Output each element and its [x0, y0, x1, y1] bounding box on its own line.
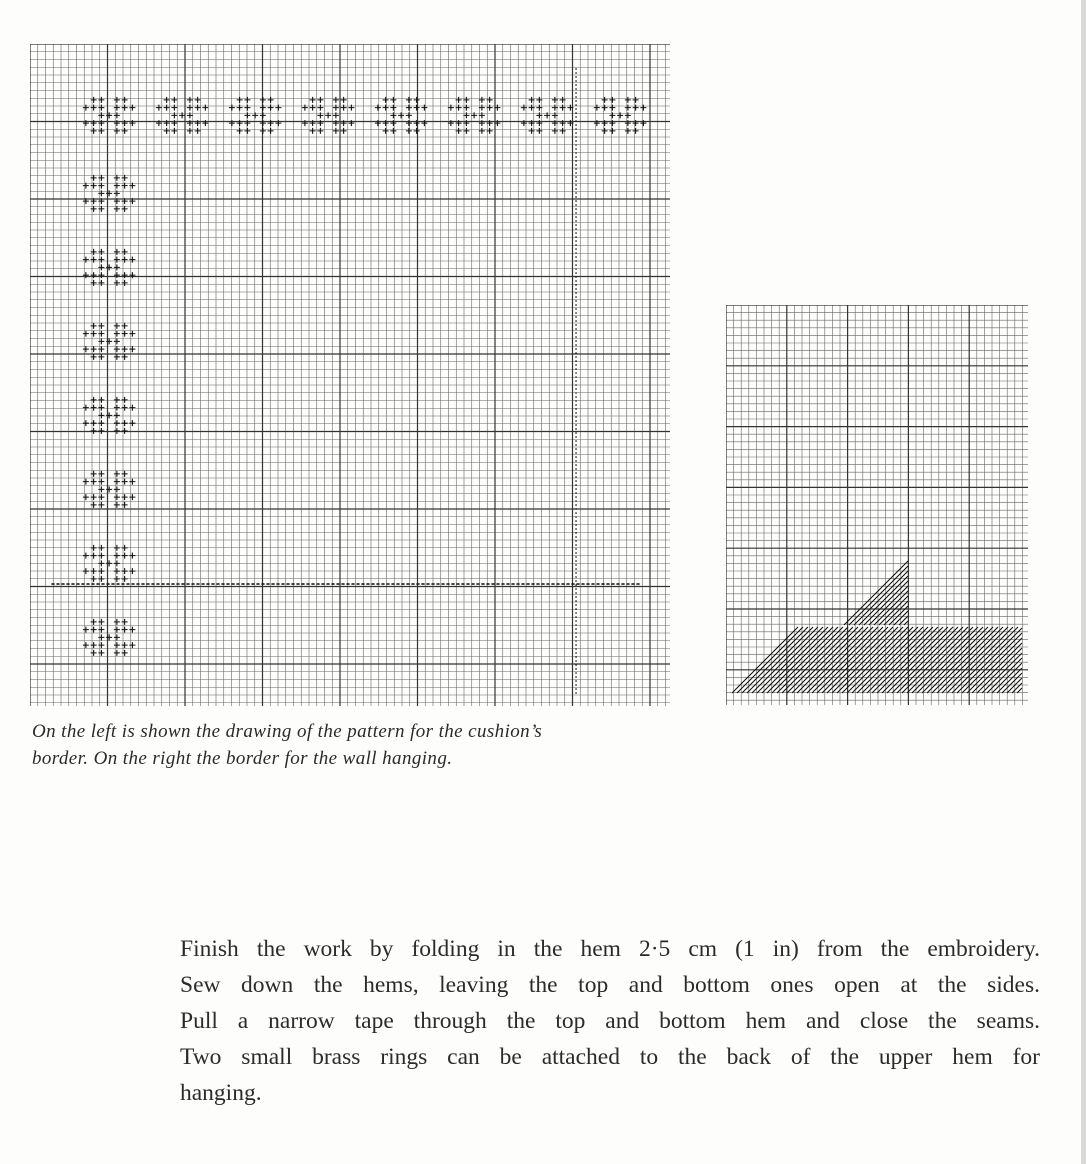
- guide-dotted-lines: [52, 69, 639, 693]
- instructions-line: Sew down the hems, leaving the top and bottom ones open at the sides.: [180, 972, 1040, 998]
- grid-minor-lines: [30, 44, 670, 706]
- figure-caption: [32, 718, 682, 772]
- grid-major-lines: [726, 305, 1028, 705]
- grid-major-lines: [30, 44, 670, 706]
- cushion-grid-svg: [30, 44, 670, 706]
- wall-hanging-border-pattern-chart: [726, 305, 1028, 705]
- cushion-border-pattern-chart: [30, 44, 670, 706]
- caption-line-2: border. On the right the border for the wall hanging.: [32, 748, 453, 769]
- instructions-line: Two small brass rings can be attached to the back of the upper hem for: [180, 1044, 1040, 1070]
- stitch-marks: [83, 97, 647, 656]
- hatched-stitch-area: [732, 561, 1022, 693]
- instructions-line: hanging.: [180, 1080, 262, 1106]
- grid-minor-lines: [726, 305, 1028, 705]
- instructions-line: Finish the work by folding in the hem 2·5 cm (1 in) from the embroidery.: [180, 936, 1040, 962]
- wall-hanging-grid-svg: [726, 305, 1028, 705]
- page-edge: [1081, 0, 1086, 1164]
- instructions-line: Pull a narrow tape through the top and bottom hem and close the seams.: [180, 1008, 1040, 1034]
- instructions-paragraph: [180, 931, 1040, 1111]
- caption-line-1: On the left is shown the drawing of the pattern for the cushion’s: [32, 721, 543, 742]
